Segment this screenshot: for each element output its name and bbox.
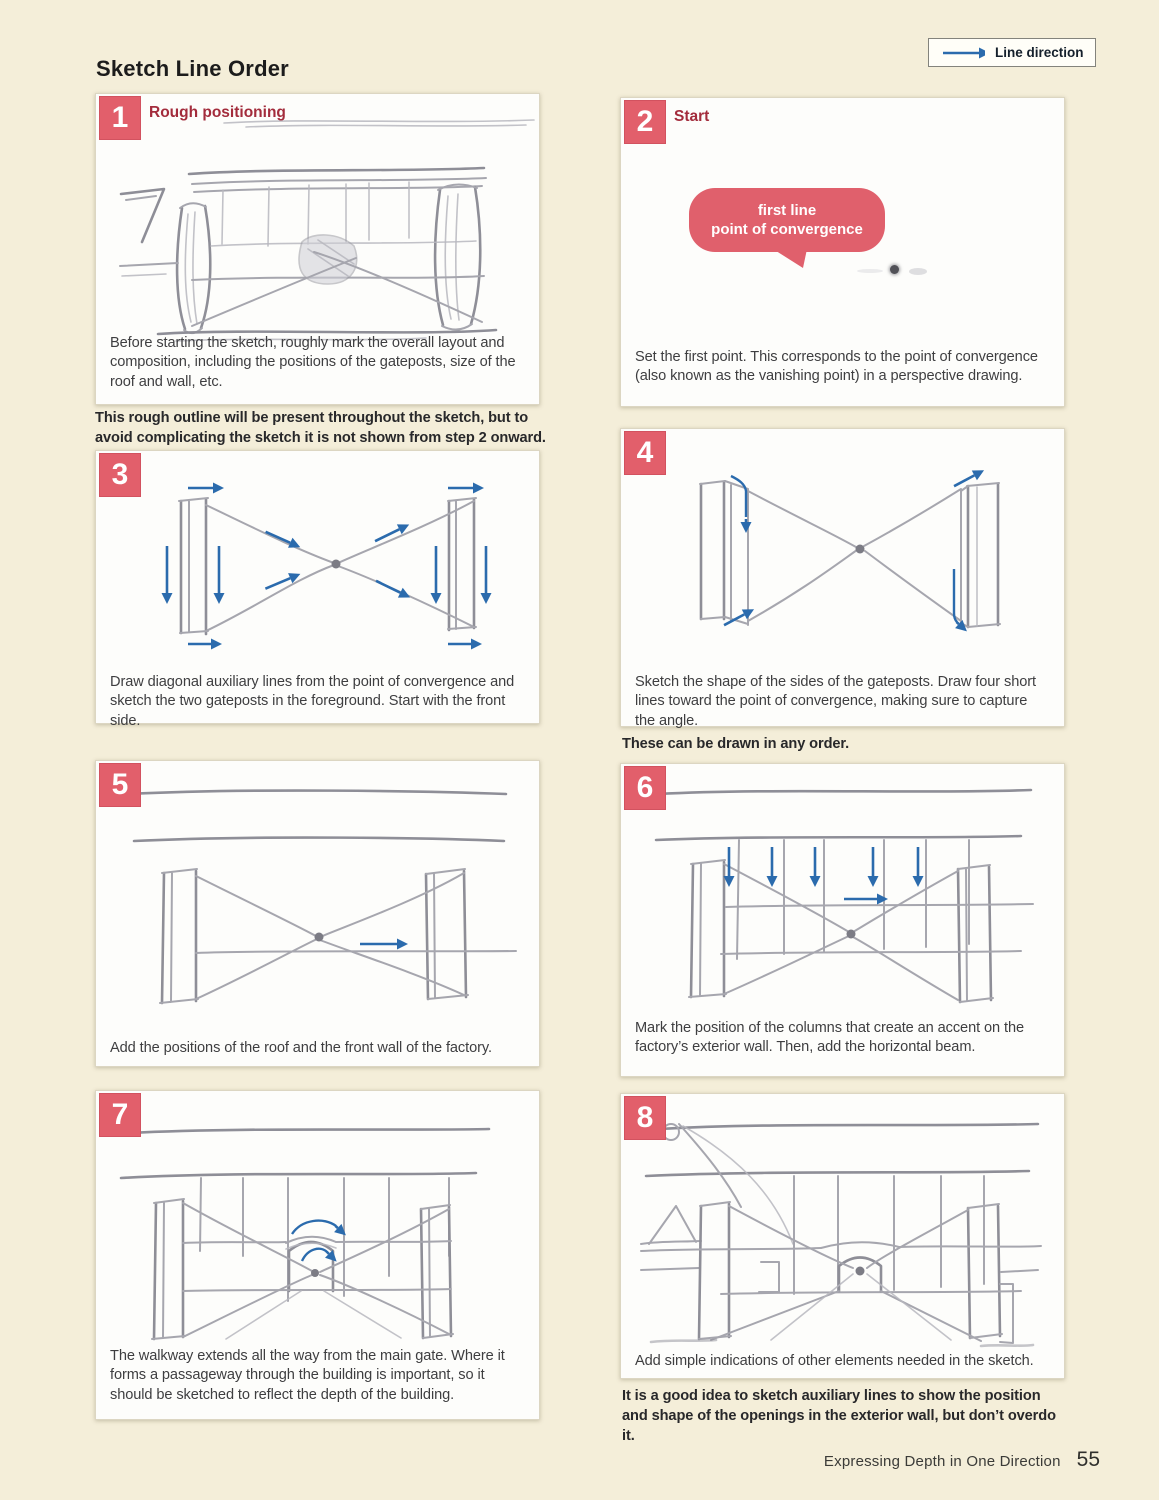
step-4-note: These can be drawn in any order.: [622, 736, 850, 752]
footer-section-title: Expressing Depth in One Direction: [823, 1453, 1061, 1470]
footer-page-number: 55: [1076, 1448, 1100, 1471]
legend-label: Line direction: [995, 45, 1084, 60]
step-number-badge: 1: [99, 96, 141, 140]
line-direction-arrow: [868, 847, 879, 887]
right-gatepost: [448, 498, 476, 630]
line-direction-arrow: [448, 483, 484, 494]
step-caption: Mark the position of the columns that create an accent on the factory’s exterior wall. Then, add the horizontal beam.: [635, 1020, 1024, 1056]
line-direction-arrow: [374, 576, 413, 603]
right-gatepost: [426, 869, 468, 999]
step-8-note: It is a good idea to sketch auxiliary lines to show the position and shape of the openings in the exterior wall, but don’t overdo it.: [622, 1388, 1056, 1445]
line-direction-legend: [928, 38, 1096, 67]
step-number-badge: 6: [624, 766, 666, 810]
step-number-badge: 4: [624, 431, 666, 475]
line-direction-arrow: [731, 476, 746, 517]
step-panel-5: [95, 760, 540, 1067]
step-panel-7: [95, 1090, 540, 1420]
line-direction-arrow: [954, 569, 957, 622]
bubble-line-2: point of convergence: [711, 221, 863, 238]
step-panel-6: [620, 763, 1065, 1077]
line-direction-arrow: [292, 1221, 336, 1234]
right-gatepost: [968, 1204, 1038, 1343]
step-caption: Draw diagonal auxiliary lines from the point of convergence and sketch the two gateposts in the foreground. Start with the front side.: [110, 674, 515, 729]
left-gatepost: [689, 860, 726, 997]
line-direction-arrow: [913, 847, 924, 887]
vanishing-point-dot: [332, 560, 341, 569]
vanishing-point-dot: [856, 545, 865, 554]
step-panel-8: [620, 1093, 1065, 1379]
step-panel-1: [95, 93, 540, 405]
step-caption: Set the first point. This corresponds to the point of convergence (also known as the vanishing point) in a perspective drawing.: [635, 349, 1038, 385]
step-number-badge: 5: [99, 763, 141, 807]
bubble-line-1: first line: [757, 201, 817, 219]
line-direction-arrow: [448, 639, 482, 650]
left-gatepost: [152, 1199, 185, 1339]
line-direction-arrow: [360, 939, 408, 950]
line-direction-arrow-icon: [939, 46, 985, 60]
left-gatepost: [177, 203, 210, 333]
line-direction-arrow: [844, 894, 888, 905]
left-gatepost: [700, 481, 748, 625]
line-direction-arrow: [431, 546, 442, 604]
line-direction-arrow: [302, 1249, 327, 1261]
step-caption: Add simple indications of other elements needed in the sketch.: [635, 1353, 1034, 1369]
line-direction-arrow: [188, 639, 222, 650]
vanishing-point-dot: [856, 1267, 865, 1276]
step-panel-4: [620, 428, 1065, 727]
step-caption: Add the positions of the roof and the front wall of the factory.: [110, 1040, 492, 1056]
page-title: Sketch Line Order: [96, 56, 289, 81]
step-number-badge: 2: [624, 100, 666, 144]
vanishing-point-dot: [847, 930, 856, 939]
page-footer: [824, 1448, 1100, 1472]
vanishing-point-dot: [311, 1269, 319, 1277]
pencil-smudge: [909, 268, 927, 275]
step-caption: The walkway extends all the way from the main gate. Where it forms a passageway through the building is important, so it should be sketched to reflect the depth of the building.: [110, 1348, 505, 1403]
step-caption: Before starting the sketch, roughly mark the overall layout and composition, including the positions of the gateposts, size of the roof and wall, etc.: [110, 335, 516, 390]
right-gatepost: [958, 865, 993, 1002]
step-number-badge: 7: [99, 1093, 141, 1137]
line-direction-arrow: [214, 546, 225, 604]
sketch-step-5: [96, 761, 539, 1066]
speech-bubble: [689, 188, 885, 252]
line-direction-arrow: [767, 847, 778, 887]
left-gatepost: [160, 869, 198, 1003]
step-panel-2: [620, 97, 1065, 407]
vanishing-point-dot: [890, 265, 899, 274]
left-gatepost: [179, 498, 208, 634]
left-gatepost: [699, 1202, 731, 1339]
right-gatepost: [421, 1205, 453, 1338]
step-number-badge: 8: [624, 1096, 666, 1140]
line-direction-arrow: [188, 483, 224, 494]
line-direction-arrow: [810, 847, 821, 887]
sketch-step-8: [621, 1094, 1064, 1378]
line-direction-arrow: [481, 546, 492, 604]
step-number-badge: 3: [99, 453, 141, 497]
step-heading: Start: [674, 108, 710, 125]
step-panel-3: [95, 450, 540, 729]
right-gatepost: [435, 184, 480, 329]
step-caption: Sketch the shape of the sides of the gateposts. Draw four short lines toward the point of convergence, making sure to capture the angle.: [635, 674, 1036, 729]
line-direction-arrow: [162, 546, 173, 604]
step-1-note: This rough outline will be present throughout the sketch, but to avoid complicating the sketch it is not shown from step 2 onward.: [95, 410, 546, 447]
step-heading: Rough positioning: [149, 104, 286, 121]
right-gatepost: [961, 483, 1000, 627]
speech-bubble-tail: [771, 249, 811, 269]
vanishing-point-dot: [315, 933, 324, 942]
pencil-smudge: [857, 269, 883, 273]
